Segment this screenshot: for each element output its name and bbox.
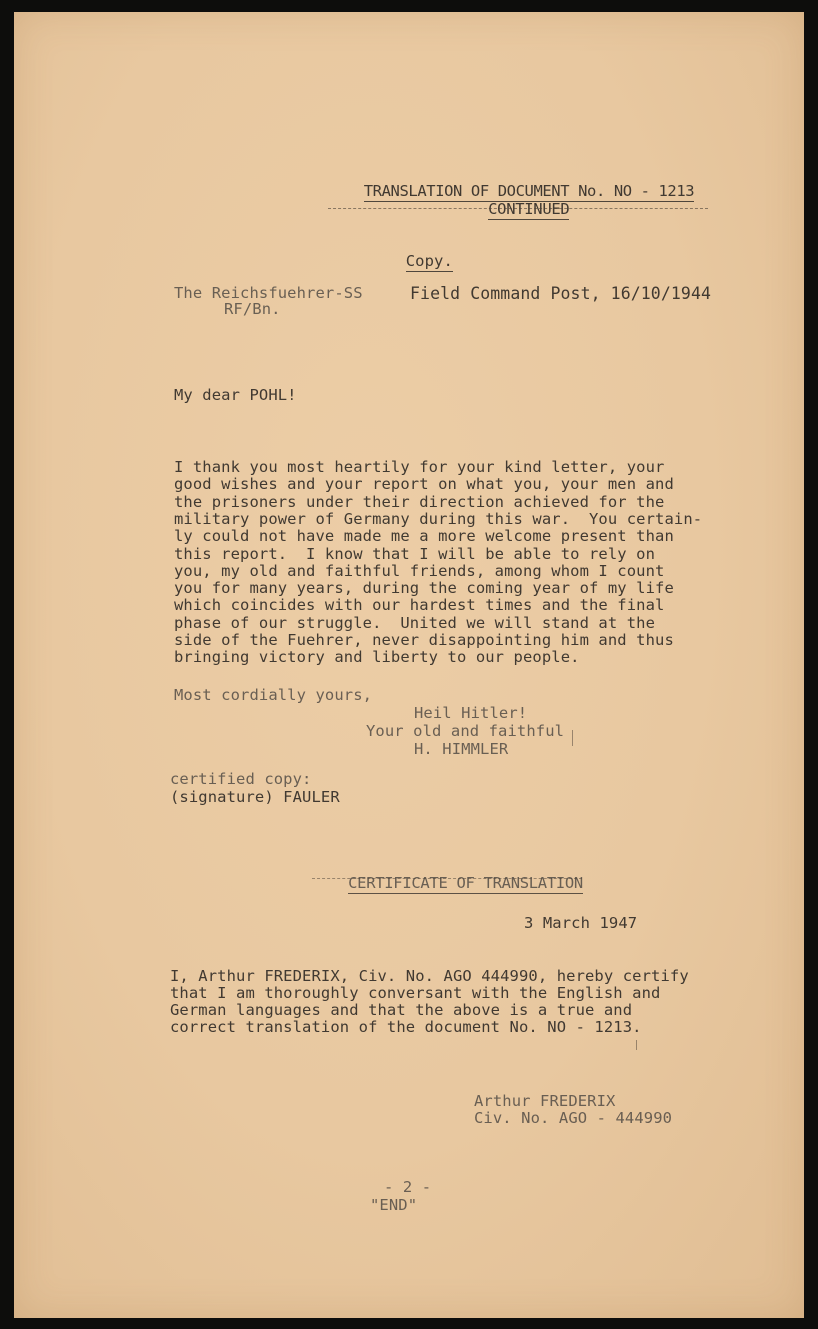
stray-mark [636, 1040, 637, 1050]
copy-label [368, 234, 453, 288]
letter-body [174, 458, 774, 668]
body-line: military power of Germany during this war. You certain- [174, 509, 703, 528]
certificate-line: correct translation of the document No. NO - 1213. [170, 1018, 642, 1036]
certificate-line: German languages and that the above is a true and [170, 1001, 633, 1019]
body-line: good wishes and your report on what you, your men and [174, 475, 674, 494]
body-line: this report. I know that I will be able to rely on [174, 544, 656, 563]
page-number: - 2 - [384, 1178, 432, 1196]
closing-heil: Heil Hitler! [414, 704, 528, 722]
body-line: phase of our struggle. United we will stand at the [174, 613, 656, 632]
certificate-body [170, 967, 770, 1037]
certificate-heading-text: CERTIFICATE OF TRANSLATION [348, 874, 583, 892]
certified-copy-signature: (signature) FAULER [170, 788, 340, 806]
title-line-1: TRANSLATION OF DOCUMENT No. NO - 1213 [363, 182, 695, 200]
certificate-line: that I am thoroughly conversant with the English and [170, 984, 661, 1002]
end-marker: "END" [370, 1196, 418, 1214]
document-subtitle [452, 182, 569, 236]
salutation: My dear POHL! [174, 386, 297, 404]
body-line: ly could not have made me a more welcome present than [174, 527, 674, 546]
closing-phrase: Most cordially yours, [174, 686, 373, 704]
body-line: I thank you most heartily for your kind letter, your [174, 458, 665, 476]
title-rule [328, 208, 708, 209]
certificate-rule [312, 878, 582, 879]
document-page [14, 12, 804, 1318]
certificate-line: I, Arthur FREDERIX, Civ. No. AGO 444990, hereby certify [170, 967, 689, 985]
stray-mark [572, 730, 573, 746]
body-line: which coincides with our hardest times and the final [174, 596, 665, 615]
copy-label-text: Copy. [405, 252, 453, 270]
body-line: you, my old and faithful friends, among whom I count [174, 561, 665, 580]
translator-civ-number: Civ. No. AGO - 444990 [474, 1109, 673, 1127]
body-line: the prisoners under their direction achieved for the [174, 492, 665, 511]
certificate-heading [312, 856, 583, 910]
sender-reference: RF/Bn. [224, 300, 281, 318]
title-line-2: CONTINUED [488, 200, 570, 218]
closing-signature: H. HIMMLER [414, 740, 509, 758]
body-line: you for many years, during the coming year of my life [174, 579, 674, 598]
certified-copy-label: certified copy: [170, 770, 312, 788]
sender-title: The Reichsfuehrer-SS [174, 284, 363, 302]
body-line: side of the Fuehrer, never disappointing him and thus [174, 631, 674, 649]
closing-your-old: Your old and faithful [366, 722, 565, 740]
translator-name: Arthur FREDERIX [474, 1092, 616, 1110]
body-line: bringing victory and liberty to our people. [174, 648, 580, 667]
place-date: Field Command Post, 16/10/1944 [410, 284, 712, 303]
certificate-date: 3 March 1947 [524, 914, 638, 932]
